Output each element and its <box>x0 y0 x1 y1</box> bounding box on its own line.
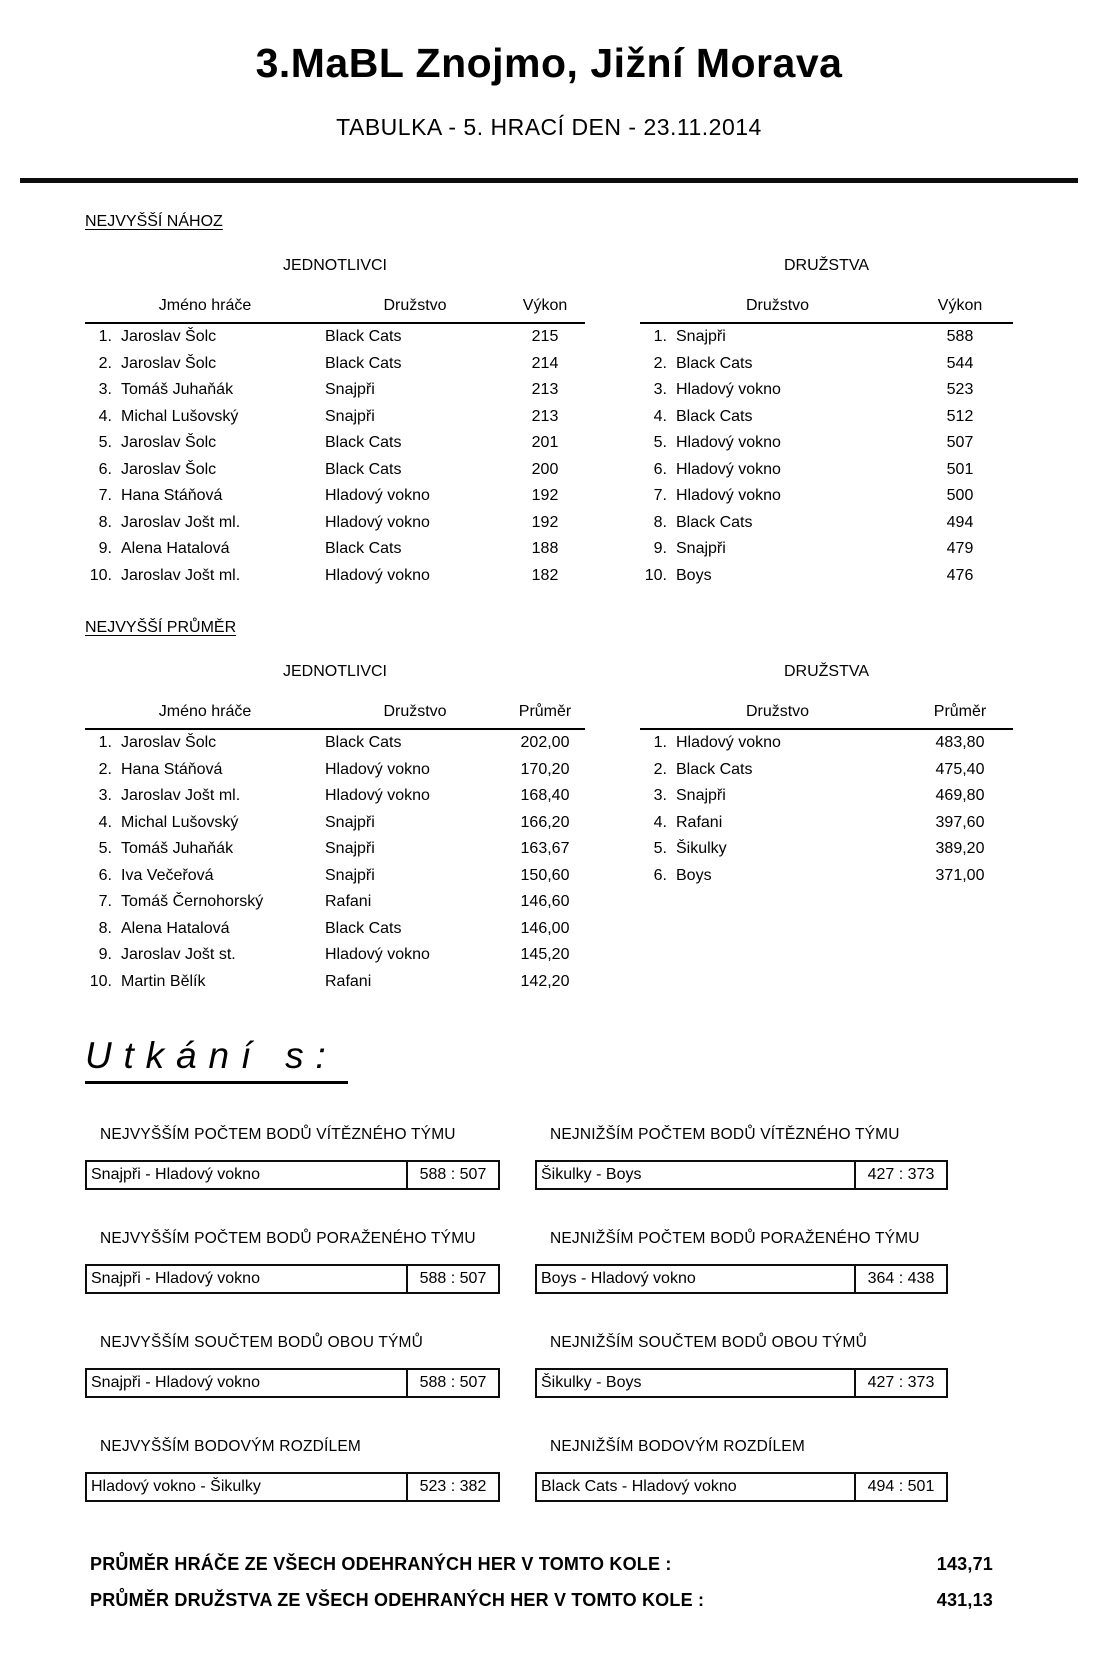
table-row <box>640 457 1013 484</box>
team-name: Black Cats <box>325 919 402 937</box>
table-row <box>640 863 1013 890</box>
team-name: Boys <box>676 566 712 584</box>
rank: 4. <box>653 813 667 831</box>
player-name: Jaroslav Jošt st. <box>121 946 236 964</box>
column-header-team: Družstvo <box>745 297 810 314</box>
value: 166,20 <box>520 813 570 831</box>
match-box <box>535 1160 948 1190</box>
table-row <box>85 510 585 537</box>
table-row <box>85 563 585 590</box>
column-header-name: Jméno hráče <box>158 297 252 314</box>
rank: 2. <box>98 354 112 372</box>
match-score: 588 : 507 <box>419 1270 487 1287</box>
rank: 9. <box>98 540 112 558</box>
rank: 6. <box>98 460 112 478</box>
match-teams: Snajpři - Hladový vokno <box>87 1370 408 1396</box>
team-name: Hladový vokno <box>325 760 430 778</box>
table-row <box>85 730 585 757</box>
table-row <box>640 783 1013 810</box>
match-teams: Snajpři - Hladový vokno <box>87 1266 408 1292</box>
table-row <box>640 536 1013 563</box>
rank: 6. <box>653 460 667 478</box>
team-name: Boys <box>676 866 712 884</box>
section-heading: NEJVYŠŠÍ NÁHOZ <box>85 213 223 230</box>
table-row <box>85 324 585 351</box>
team-name: Hladový vokno <box>325 946 430 964</box>
team-average-line <box>90 1590 993 1611</box>
column-header-value: Průměr <box>933 703 987 720</box>
table-row <box>640 351 1013 378</box>
match-label: NEJNIŽŠÍM POČTEM BODŮ VÍTĚZNÉHO TÝMU <box>550 1126 900 1143</box>
value: 192 <box>531 487 559 505</box>
match-box <box>85 1160 500 1190</box>
rank: 6. <box>98 866 112 884</box>
match-score: 494 : 501 <box>867 1478 935 1495</box>
table-row <box>85 536 585 563</box>
table-row <box>85 810 585 837</box>
team-name: Hladový vokno <box>676 434 781 452</box>
player-name: Jaroslav Šolc <box>121 354 217 372</box>
value: 146,00 <box>520 919 570 937</box>
team-name: Rafani <box>676 813 723 831</box>
team-name: Black Cats <box>676 354 753 372</box>
player-name: Martin Bělík <box>121 972 206 990</box>
table-row <box>640 730 1013 757</box>
team-name: Snajpři <box>325 866 375 884</box>
match-label: NEJVYŠŠÍM POČTEM BODŮ PORAŽENÉHO TÝMU <box>100 1230 476 1247</box>
match-score: 588 : 507 <box>419 1166 487 1183</box>
rank: 8. <box>98 513 112 531</box>
rank: 3. <box>98 381 112 399</box>
rank: 2. <box>653 760 667 778</box>
player-name: Michal Lušovský <box>121 813 239 831</box>
team-name: Hladový vokno <box>325 787 430 805</box>
table-title: JEDNOTLIVCI <box>282 663 387 680</box>
section-highest-game <box>85 183 1013 589</box>
match-item <box>85 1334 500 1398</box>
value: 168,40 <box>520 787 570 805</box>
match-teams: Šikulky - Boys <box>537 1370 856 1396</box>
rank: 4. <box>653 407 667 425</box>
match-score: 364 : 438 <box>867 1270 935 1287</box>
rank: 1. <box>653 734 667 752</box>
rank: 4. <box>98 813 112 831</box>
team-name: Rafani <box>325 893 372 911</box>
table-title: JEDNOTLIVCI <box>282 257 387 274</box>
match-item <box>535 1230 948 1294</box>
footer-label: PRŮMĚR DRUŽSTVA ZE VŠECH ODEHRANÝCH HER V TOMTO KOLE : <box>90 1590 705 1610</box>
team-name: Black Cats <box>325 540 402 558</box>
table-row <box>85 457 585 484</box>
footer-value: 431,13 <box>936 1590 993 1610</box>
page-subtitle: TABULKA - 5. HRACÍ DEN - 23.11.2014 <box>336 114 762 140</box>
team-name: Snajpři <box>325 840 375 858</box>
match-item <box>85 1230 500 1294</box>
rank: 10. <box>89 566 112 584</box>
match-label: NEJVYŠŠÍM POČTEM BODŮ VÍTĚZNÉHO TÝMU <box>100 1126 456 1143</box>
player-average-line <box>90 1554 993 1575</box>
rank: 8. <box>98 919 112 937</box>
section-heading: NEJVYŠŠÍ PRŮMĚR <box>85 619 237 636</box>
table-title: DRUŽSTVA <box>783 663 870 680</box>
table-header-row <box>85 297 585 324</box>
value: 500 <box>946 487 974 505</box>
table-row <box>85 942 585 969</box>
value: 146,60 <box>520 893 570 911</box>
player-name: Jaroslav Šolc <box>121 328 217 346</box>
teams-table <box>640 639 1013 995</box>
player-name: Jaroslav Jošt ml. <box>121 513 241 531</box>
value: 215 <box>531 328 559 346</box>
player-name: Alena Hatalová <box>121 919 230 937</box>
column-header-team: Družstvo <box>745 703 810 720</box>
rank: 3. <box>98 787 112 805</box>
table-row <box>85 430 585 457</box>
table-row <box>85 377 585 404</box>
team-name: Hladový vokno <box>325 487 430 505</box>
rank: 10. <box>644 566 667 584</box>
match-box <box>85 1368 500 1398</box>
team-name: Snajpři <box>676 540 726 558</box>
value: 142,20 <box>520 972 570 990</box>
match-score: 427 : 373 <box>867 1166 935 1183</box>
match-item <box>85 1438 500 1502</box>
rank: 7. <box>653 487 667 505</box>
player-name: Jaroslav Šolc <box>121 434 217 452</box>
match-box <box>85 1472 500 1502</box>
footer-label: PRŮMĚR HRÁČE ZE VŠECH ODEHRANÝCH HER V TOMTO KOLE : <box>90 1554 672 1574</box>
value: 202,00 <box>520 734 570 752</box>
match-label: NEJVYŠŠÍM SOUČTEM BODŮ OBOU TÝMŮ <box>100 1334 424 1351</box>
player-name: Jaroslav Jošt ml. <box>121 787 241 805</box>
table-title: DRUŽSTVA <box>783 257 870 274</box>
player-name: Tomáš Juhaňák <box>121 381 234 399</box>
value: 588 <box>946 328 974 346</box>
value: 213 <box>531 381 559 399</box>
summary-footer <box>90 1554 993 1611</box>
table-header-row <box>640 703 1013 730</box>
team-name: Black Cats <box>676 760 753 778</box>
rank: 10. <box>89 972 112 990</box>
value: 544 <box>946 354 974 372</box>
match-teams: Boys - Hladový vokno <box>537 1266 856 1292</box>
rank: 1. <box>653 328 667 346</box>
value: 501 <box>946 460 974 478</box>
player-name: Hana Stáňová <box>121 760 223 778</box>
table-header-row <box>85 703 585 730</box>
player-name: Hana Stáňová <box>121 487 223 505</box>
table-row <box>640 810 1013 837</box>
table-row <box>85 836 585 863</box>
footer-value: 143,71 <box>936 1554 993 1574</box>
table-row <box>85 351 585 378</box>
column-header-team: Družstvo <box>383 297 447 314</box>
rank: 2. <box>98 760 112 778</box>
team-name: Black Cats <box>325 354 402 372</box>
player-name: Jaroslav Šolc <box>121 734 217 752</box>
team-name: Snajpři <box>676 787 726 805</box>
team-name: Black Cats <box>325 434 402 452</box>
rank: 5. <box>98 840 112 858</box>
rank: 9. <box>653 540 667 558</box>
team-name: Hladový vokno <box>325 513 430 531</box>
value: 512 <box>946 407 974 425</box>
rank: 6. <box>653 866 667 884</box>
individuals-table <box>85 639 585 995</box>
rank: 1. <box>98 734 112 752</box>
match-box <box>535 1472 948 1502</box>
table-row <box>85 889 585 916</box>
team-name: Snajpři <box>325 407 375 425</box>
table-row <box>640 324 1013 351</box>
match-box <box>535 1264 948 1294</box>
rank: 5. <box>653 434 667 452</box>
table-row <box>85 404 585 431</box>
value: 145,20 <box>520 946 570 964</box>
team-name: Black Cats <box>325 460 402 478</box>
value: 397,60 <box>935 813 985 831</box>
team-name: Hladový vokno <box>325 566 430 584</box>
match-label: NEJNIŽŠÍM SOUČTEM BODŮ OBOU TÝMŮ <box>550 1334 867 1351</box>
rank: 3. <box>653 787 667 805</box>
value: 371,00 <box>935 866 985 884</box>
rank: 7. <box>98 893 112 911</box>
value: 389,20 <box>935 840 985 858</box>
value: 479 <box>946 540 974 558</box>
team-name: Black Cats <box>325 734 402 752</box>
value: 476 <box>946 566 974 584</box>
rank: 1. <box>98 328 112 346</box>
match-item <box>535 1438 948 1502</box>
table-row <box>85 969 585 996</box>
table-row <box>85 863 585 890</box>
team-name: Rafani <box>325 972 372 990</box>
table-row <box>640 757 1013 784</box>
table-header-row <box>640 297 1013 324</box>
match-score: 588 : 507 <box>419 1374 487 1391</box>
team-name: Snajpři <box>325 813 375 831</box>
match-item <box>535 1334 948 1398</box>
table-row <box>640 836 1013 863</box>
player-name: Michal Lušovský <box>121 407 239 425</box>
match-item <box>85 1126 500 1190</box>
team-name: Black Cats <box>676 407 753 425</box>
match-score: 427 : 373 <box>867 1374 935 1391</box>
rank: 9. <box>98 946 112 964</box>
match-teams: Šikulky - Boys <box>537 1162 856 1188</box>
value: 182 <box>531 566 559 584</box>
match-score: 523 : 382 <box>419 1478 487 1495</box>
rank: 4. <box>98 407 112 425</box>
table-row <box>85 757 585 784</box>
player-name: Alena Hatalová <box>121 540 230 558</box>
table-row <box>85 916 585 943</box>
table-row <box>640 563 1013 590</box>
team-name: Šikulky <box>676 840 727 858</box>
column-header-value: Výkon <box>937 297 983 314</box>
section-matches <box>85 995 1013 1502</box>
value: 150,60 <box>520 866 570 884</box>
rank: 7. <box>98 487 112 505</box>
rank: 2. <box>653 354 667 372</box>
team-name: Black Cats <box>676 513 753 531</box>
rank: 3. <box>653 381 667 399</box>
column-header-team: Družstvo <box>383 703 447 720</box>
matches-heading: Utkání s: <box>85 1035 348 1084</box>
player-name: Tomáš Černohorský <box>121 893 264 911</box>
value: 523 <box>946 381 974 399</box>
value: 200 <box>531 460 559 478</box>
value: 469,80 <box>935 787 985 805</box>
team-name: Hladový vokno <box>676 487 781 505</box>
column-header-value: Průměr <box>518 703 572 720</box>
value: 201 <box>531 434 559 452</box>
individuals-table <box>85 233 585 589</box>
value: 163,67 <box>520 840 570 858</box>
table-row <box>640 430 1013 457</box>
value: 475,40 <box>935 760 985 778</box>
section-highest-average <box>85 589 1013 995</box>
teams-table <box>640 233 1013 589</box>
team-name: Hladový vokno <box>676 460 781 478</box>
rank: 8. <box>653 513 667 531</box>
page-title: 3.MaBL Znojmo, Jižní Morava <box>255 40 843 86</box>
rank: 5. <box>653 840 667 858</box>
column-header-name: Jméno hráče <box>158 703 252 720</box>
team-name: Snajpři <box>325 381 375 399</box>
team-name: Black Cats <box>325 328 402 346</box>
value: 507 <box>946 434 974 452</box>
value: 213 <box>531 407 559 425</box>
table-row <box>640 377 1013 404</box>
match-teams: Snajpři - Hladový vokno <box>87 1162 408 1188</box>
team-name: Hladový vokno <box>676 381 781 399</box>
value: 188 <box>531 540 559 558</box>
value: 192 <box>531 513 559 531</box>
column-header-value: Výkon <box>522 297 568 314</box>
match-label: NEJNIŽŠÍM BODOVÝM ROZDÍLEM <box>550 1438 805 1455</box>
table-row <box>640 510 1013 537</box>
value: 494 <box>946 513 974 531</box>
table-row <box>640 404 1013 431</box>
player-name: Iva Večeřová <box>121 866 214 884</box>
table-row <box>85 783 585 810</box>
player-name: Jaroslav Jošt ml. <box>121 566 241 584</box>
match-teams: Hladový vokno - Šikulky <box>87 1474 408 1500</box>
match-box <box>85 1264 500 1294</box>
match-item <box>535 1126 948 1190</box>
match-teams: Black Cats - Hladový vokno <box>537 1474 856 1500</box>
match-label: NEJNIŽŠÍM POČTEM BODŮ PORAŽENÉHO TÝMU <box>550 1230 920 1247</box>
match-box <box>535 1368 948 1398</box>
player-name: Jaroslav Šolc <box>121 460 217 478</box>
value: 170,20 <box>520 760 570 778</box>
player-name: Tomáš Juhaňák <box>121 840 234 858</box>
value: 214 <box>531 354 559 372</box>
table-row <box>85 483 585 510</box>
rank: 5. <box>98 434 112 452</box>
value: 483,80 <box>935 734 985 752</box>
match-grid <box>85 1126 1013 1502</box>
team-name: Snajpři <box>676 328 726 346</box>
table-row <box>640 483 1013 510</box>
team-name: Hladový vokno <box>676 734 781 752</box>
match-label: NEJVYŠŠÍM BODOVÝM ROZDÍLEM <box>100 1438 361 1455</box>
